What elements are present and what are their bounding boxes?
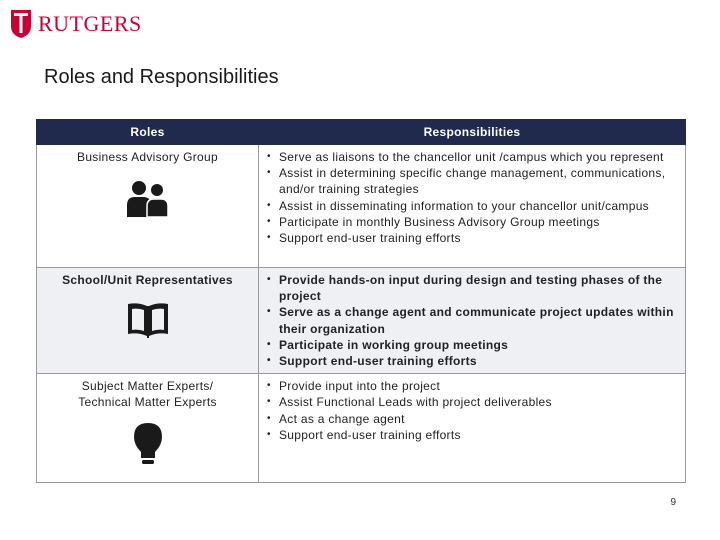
role-name: School/Unit Representatives — [62, 273, 233, 287]
list-item: • Support end-user training efforts — [267, 427, 677, 443]
list-item: • Assist in determining specific change management, communications, and/or training strategies — [267, 165, 677, 197]
list-item: • Support end-user training efforts — [267, 353, 677, 369]
logo-wordmark: RUTGERS — [38, 11, 142, 36]
list-item: • Provide input into the project — [267, 378, 677, 394]
list-item: • Assist in disseminating information to your chancellor unit/campus — [267, 198, 677, 214]
list-item: • Serve as liaisons to the chancellor unit /campus which you represent — [267, 149, 677, 165]
responsibilities-list — [267, 149, 677, 246]
responsibilities-cell — [259, 374, 686, 483]
roles-table — [36, 119, 686, 483]
column-header-roles: Roles — [37, 120, 259, 145]
list-item: • Support end-user training efforts — [267, 230, 677, 246]
table-row — [37, 145, 686, 268]
responsibilities-cell — [259, 268, 686, 374]
table-row — [37, 268, 686, 374]
role-name: Business Advisory Group — [77, 150, 218, 164]
role-cell — [37, 374, 259, 483]
role-cell — [37, 268, 259, 374]
shield-icon — [10, 9, 32, 39]
rutgers-logo — [10, 8, 142, 40]
page-number: 9 — [670, 497, 676, 508]
table-header-row — [37, 120, 686, 145]
list-item: • Act as a change agent — [267, 411, 677, 427]
lightbulb-icon — [133, 422, 163, 466]
table-row — [37, 374, 686, 483]
responsibilities-cell — [259, 145, 686, 268]
page-title: Roles and Responsibilities — [44, 66, 279, 88]
open-book-icon — [125, 300, 171, 340]
responsibilities-list — [267, 378, 677, 443]
list-item: • Participate in monthly Business Advisory Group meetings — [267, 214, 677, 230]
list-item: • Assist Functional Leads with project deliverables — [267, 394, 677, 410]
list-item: • Provide hands-on input during design and testing phases of the project — [267, 272, 677, 304]
list-item: • Serve as a change agent and communicate project updates within their organization — [267, 304, 677, 336]
role-cell — [37, 145, 259, 268]
list-item: • Participate in working group meetings — [267, 337, 677, 353]
responsibilities-list — [267, 272, 677, 369]
role-name: Subject Matter Experts/ Technical Matter Experts — [78, 379, 217, 410]
people-icon — [125, 179, 171, 219]
column-header-responsibilities: Responsibilities — [259, 120, 686, 145]
